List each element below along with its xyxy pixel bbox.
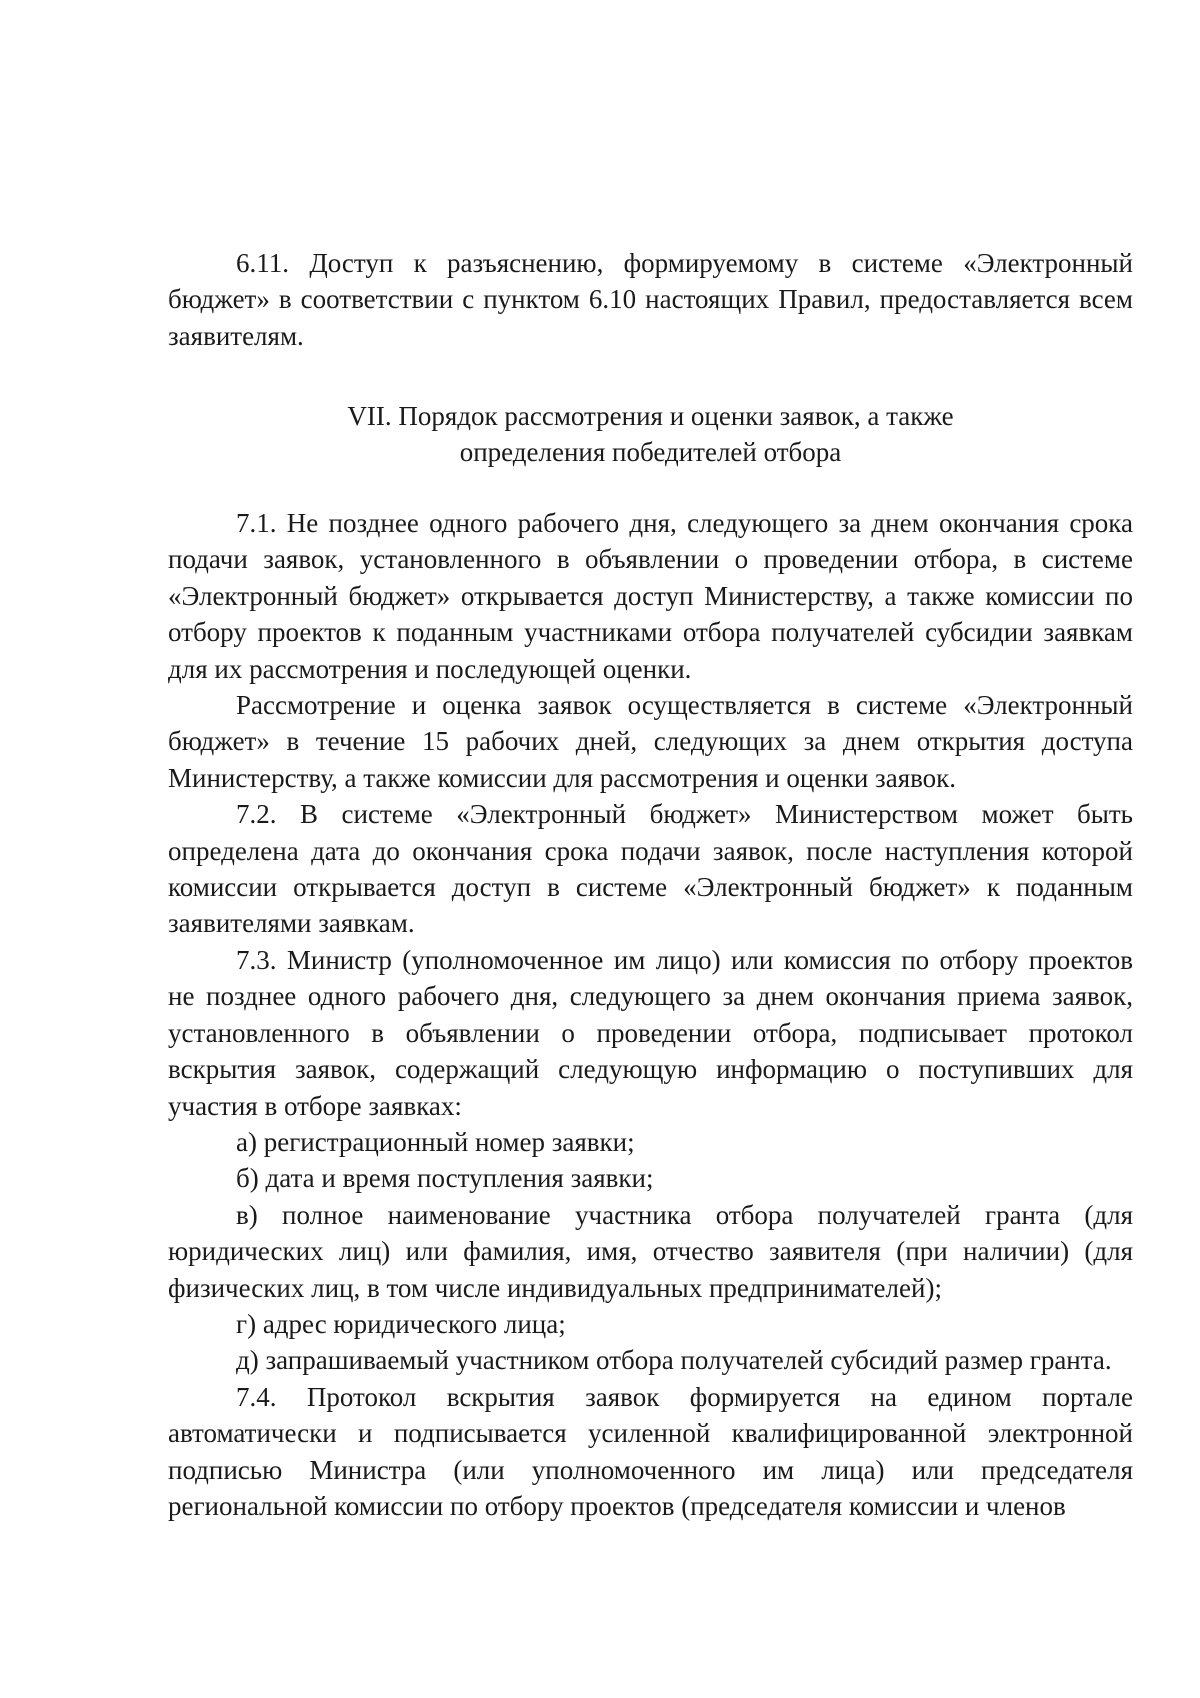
paragraph-7-4: 7.4. Протокол вскрытия заявок формируется на едином портале автоматически и подписывается усиленной квалифицированной электронной подписью Министра (или уполномоченного им лица) или председателя региональной комиссии по отбору проектов (председателя комиссии и членов [168,1381,1133,1521]
list-item-v: в) полное наименование участника отбора получателей гранта (для юридических лиц) или фамилия, имя, отчество заявителя (при наличии) (для физических лиц, в том числе индивидуальных предпринимателей); [168,1199,1133,1303]
paragraph-7-2: 7.2. В системе «Электронный бюджет» Министерством может быть определена дата до окончания срока подачи заявок, после наступления которой комиссии открывается доступ в системе «Электронный бюджет» к поданным заявителями заявкам. [168,799,1133,939]
section-heading-line-2: определения победителей отбора [459,437,842,468]
section-body [168,505,1133,1524]
list-item-d: д) запрашиваемый участником отбора получателей субсидий размер гранта. [236,1345,1112,1376]
list-item-a: а) регистрационный номер заявки; [236,1126,635,1157]
list-item-b: б) дата и время поступления заявки; [236,1163,654,1194]
paragraph-6-11: 6.11. Доступ к разъяснению, формируемому в системе «Электронный бюджет» в соответствии с пунктом 6.10 настоящих Правил, предоставляется всем заявителям. [168,248,1133,351]
paragraph-7-1: 7.1. Не позднее одного рабочего дня, следующего за днем окончания срока подачи заявок, установленного в объявлении о проведении отбора, в системе «Электронный бюджет» открывается доступ Министерству, а также комиссии по отбору проектов к поданным участниками отбора получателей субсидии заявкам для их рассмотрения и последующей оценки. [168,508,1133,684]
section-heading-line-1: VII. Порядок рассмотрения и оценки заявок, а также [347,401,954,431]
list-item-g: г) адрес юридического лица; [236,1308,566,1339]
section-heading [168,398,1133,471]
paragraph-review-period: Рассмотрение и оценка заявок осуществляется в системе «Электронный бюджет» в течение 15 рабочих дней, следующих за днем открытия доступа Министерству, а также комиссии для рассмотрения и оценки заявок. [168,690,1133,793]
paragraph-7-3: 7.3. Министр (уполномоченное им лицо) или комиссия по отбору проектов не позднее одного рабочего дня, следующего за днем окончания приема заявок, установленного в объявлении о проведении отбора, подписывает протокол вскрытия заявок, содержащий следующую информацию о поступивших для участия в отборе заявках: [168,944,1133,1121]
paragraph-6-11-block [168,245,1133,354]
